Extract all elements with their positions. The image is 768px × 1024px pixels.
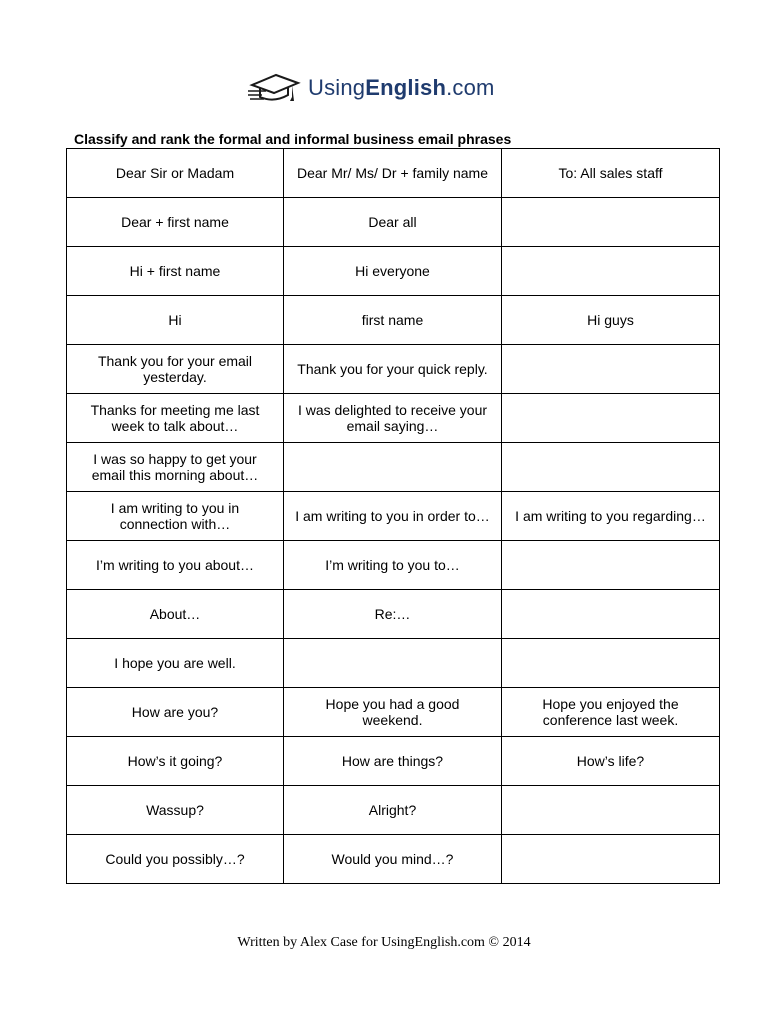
- table-cell: [502, 394, 720, 443]
- table-cell: [284, 639, 502, 688]
- table-cell: [502, 247, 720, 296]
- table-row: [67, 737, 720, 786]
- table-cell: Re:…: [284, 590, 502, 639]
- phrases-table: [66, 148, 720, 884]
- table-cell: To: All sales staff: [502, 149, 720, 198]
- table-row: [67, 590, 720, 639]
- table-cell: [502, 541, 720, 590]
- table-row: [67, 688, 720, 737]
- table-cell: Hi guys: [502, 296, 720, 345]
- table-cell: Wassup?: [67, 786, 284, 835]
- table-cell: I am writing to you in connection with…: [67, 492, 284, 541]
- table-cell: [502, 198, 720, 247]
- graduation-cap-icon: [246, 71, 302, 105]
- table-cell: [502, 443, 720, 492]
- table-cell: How are things?: [284, 737, 502, 786]
- table-row: [67, 639, 720, 688]
- table-cell: Hi + first name: [67, 247, 284, 296]
- table-row: [67, 394, 720, 443]
- table-cell: Alright?: [284, 786, 502, 835]
- site-logo: [246, 70, 495, 106]
- table-row: [67, 296, 720, 345]
- table-cell: Thank you for your email yesterday.: [67, 345, 284, 394]
- phrases-table-body: [67, 149, 720, 884]
- table-cell: I was so happy to get your email this morning about…: [67, 443, 284, 492]
- table-cell: [502, 835, 720, 884]
- table-row: [67, 786, 720, 835]
- logo-text-using: Using: [308, 75, 366, 100]
- table-cell: I am writing to you regarding…: [502, 492, 720, 541]
- table-cell: I’m writing to you to…: [284, 541, 502, 590]
- table-cell: [502, 590, 720, 639]
- table-cell: Dear Sir or Madam: [67, 149, 284, 198]
- table-cell: Thanks for meeting me last week to talk about…: [67, 394, 284, 443]
- table-row: [67, 149, 720, 198]
- table-cell: Hope you enjoyed the conference last week.: [502, 688, 720, 737]
- table-cell: Dear Mr/ Ms/ Dr + family name: [284, 149, 502, 198]
- table-cell: [502, 786, 720, 835]
- table-cell: Dear all: [284, 198, 502, 247]
- table-cell: I hope you are well.: [67, 639, 284, 688]
- table-cell: Dear + first name: [67, 198, 284, 247]
- table-cell: I am writing to you in order to…: [284, 492, 502, 541]
- table-cell: [502, 639, 720, 688]
- table-cell: How’s life?: [502, 737, 720, 786]
- logo-text: [308, 75, 495, 101]
- page-title: Classify and rank the formal and informal business email phrases: [74, 131, 512, 147]
- table-cell: Would you mind…?: [284, 835, 502, 884]
- table-cell: [284, 443, 502, 492]
- table-cell: How’s it going?: [67, 737, 284, 786]
- logo-text-com: .com: [446, 75, 495, 100]
- table-row: [67, 492, 720, 541]
- table-row: [67, 198, 720, 247]
- table-row: [67, 835, 720, 884]
- table-cell: Hi: [67, 296, 284, 345]
- table-cell: I’m writing to you about…: [67, 541, 284, 590]
- table-cell: About…: [67, 590, 284, 639]
- table-row: [67, 443, 720, 492]
- table-row: [67, 541, 720, 590]
- table-cell: I was delighted to receive your email saying…: [284, 394, 502, 443]
- table-cell: Hi everyone: [284, 247, 502, 296]
- table-row: [67, 247, 720, 296]
- table-cell: first name: [284, 296, 502, 345]
- table-cell: [502, 345, 720, 394]
- table-cell: Hope you had a good weekend.: [284, 688, 502, 737]
- table-cell: Could you possibly…?: [67, 835, 284, 884]
- table-cell: How are you?: [67, 688, 284, 737]
- table-cell: Thank you for your quick reply.: [284, 345, 502, 394]
- table-row: [67, 345, 720, 394]
- logo-text-english: English: [365, 75, 447, 100]
- footer-credit: Written by Alex Case for UsingEnglish.com © 2014: [237, 935, 531, 950]
